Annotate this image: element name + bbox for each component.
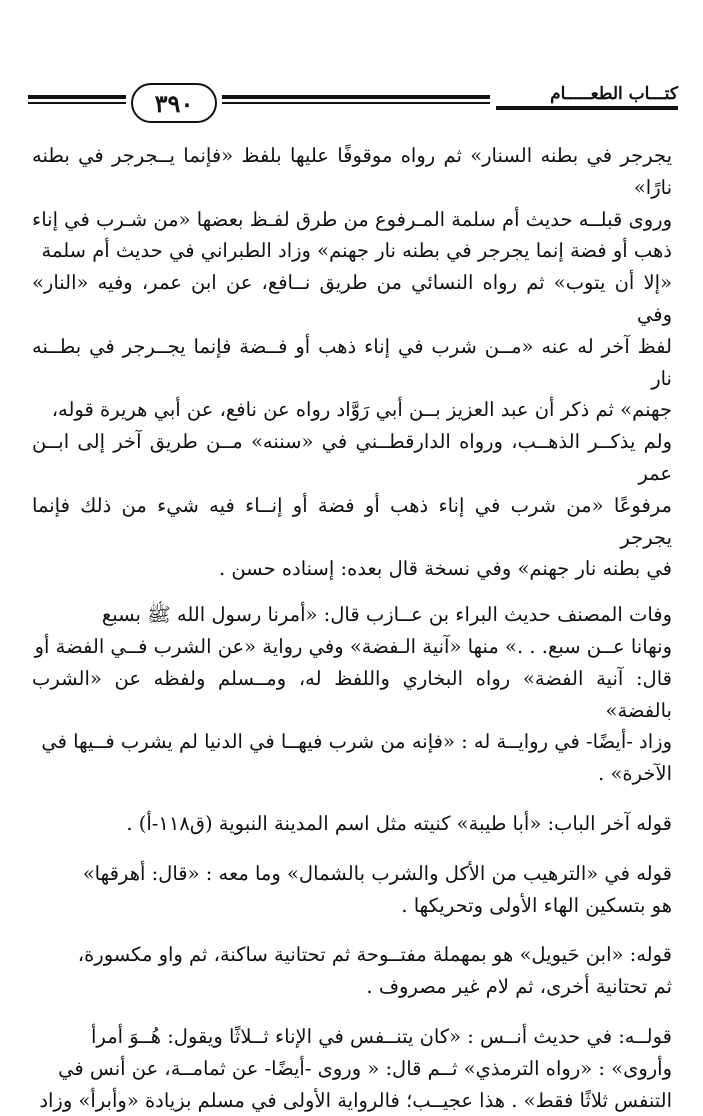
paragraph-gap: [32, 585, 672, 599]
text-line: وروى قبلــه حديث أم سلمة المـرفوع من طرق لفـظ بعضها «من شـرب في إناء: [32, 207, 672, 231]
header-rule-left-thin: [28, 102, 126, 104]
page-number: [131, 83, 217, 123]
text-line: ثم تحتانية أخرى، ثم لام غير مصروف .: [366, 975, 672, 999]
book-title: كتـــاب الطعـــــام: [550, 84, 678, 104]
header-rule-right-thick: [222, 95, 490, 99]
text-line: ولم يذكــر الذهــب، ورواه الدارقطــني في «سننه» مــن طريق آخر إلى ابــن عمر: [32, 430, 672, 485]
text-line: لفظ آخر له عنه «مــن شرب في إناء ذهب أو فــضة فإنما يجــرجر في بطــنه نار: [32, 334, 672, 390]
header-title-underline: [496, 106, 678, 110]
text-line: هو بتسكين الهاء الأولى وتحريكها .: [401, 893, 672, 917]
header-rule-left-thick: [28, 95, 126, 99]
text-line: مرفوعًا «من شرب في إناء ذهب أو فضة أو إنــاء فيه شيء من ذلك فإنما يجرجر: [32, 493, 672, 549]
text-line: وأروى» : «رواه الترمذي» ثــم قال: « وروى -أيضًا- عن ثمامــة، عن أنس في: [58, 1056, 672, 1080]
text-line: ونهانا عــن سبع. . .» منها «آنية الـفضة» وفي رواية «عن الشرب فــي الفضة أو: [34, 634, 672, 658]
text-line: «إلا أن يتوب» ثم رواه النسائي من طريق نــافع، عن ابن عمر، وفيه «النار» وفي: [32, 271, 672, 326]
text-line: قوله في «الترهيب من الأكل والشرب بالشمال» وما معه : «قال: أهرقها»: [82, 861, 672, 885]
page-header: [28, 78, 678, 126]
paragraph-gap: [32, 840, 672, 858]
page-number-text: ٣٩٠: [154, 88, 194, 118]
paragraph-gap: [32, 1003, 672, 1021]
header-rule-right-thin: [222, 102, 490, 104]
text-line: قال: آنية الفضة» رواه البخاري واللفظ له، ومــسلم ولفظه عن «الشرب بالفضة»: [32, 666, 672, 722]
paragraph-gap: [32, 790, 672, 808]
paragraph-1: [32, 140, 672, 585]
text-line: التنفس ثلاثًا فقط» . هذا عجيــب؛ فالرواية الأولى في مسلم بزيادة «وأبرأ» وزاد: [39, 1088, 672, 1112]
text-line: قولــه: في حديث أنــس : «كان يتنــفس في الإناء ثــلاثًا ويقول: هُــوَ أمرأ: [91, 1024, 672, 1048]
text-line: قوله آخر الباب: «أبا طيبة» كنيته مثل اسم المدينة النبوية (ق١١٨-أ) .: [126, 811, 672, 835]
paragraph-3: [32, 808, 672, 840]
paragraph-gap: [32, 921, 672, 939]
text-line: وزاد -أيضًا- في روايــة له : «فإنه من شرب فيهــا في الدنيا لم يشرب فــيها في: [41, 730, 672, 754]
paragraph-2: [32, 599, 672, 790]
text-line: في بطنه نار جهنم» وفي نسخة قال بعده: إسناده حسن .: [218, 557, 672, 581]
text-line: جهنم» ثم ذكر أن عبد العزيز بــن أبي رَوَّاد رواه عن نافع، عن أبي هريرة قوله،: [51, 398, 672, 422]
text-line: قوله: «ابن حَيويل» هو بمهملة مفتــوحة ثم تحتانية ساكنة، ثم واو مكسورة،: [77, 943, 672, 967]
text-line: يجرجر في بطنه السنار» ثم رواه موقوفًا عليها بلفظ «فإنما يــجرجر في بطنه نارًا»: [32, 144, 672, 199]
text-line: وفات المصنف حديث البراء بن عــازب قال: «أمرنا رسول الله ﷺ بسبع: [101, 603, 672, 627]
paragraph-5: [32, 939, 672, 1003]
text-line: ذهب أو فضة إنما يجرجر في بطنه نار جهنم» وزاد الطبراني في حديث أم سلمة: [41, 239, 672, 263]
text-line: الآخرة» .: [598, 762, 672, 786]
paragraph-4: [32, 858, 672, 922]
page-body: [32, 140, 672, 1116]
paragraph-6: [32, 1021, 672, 1116]
